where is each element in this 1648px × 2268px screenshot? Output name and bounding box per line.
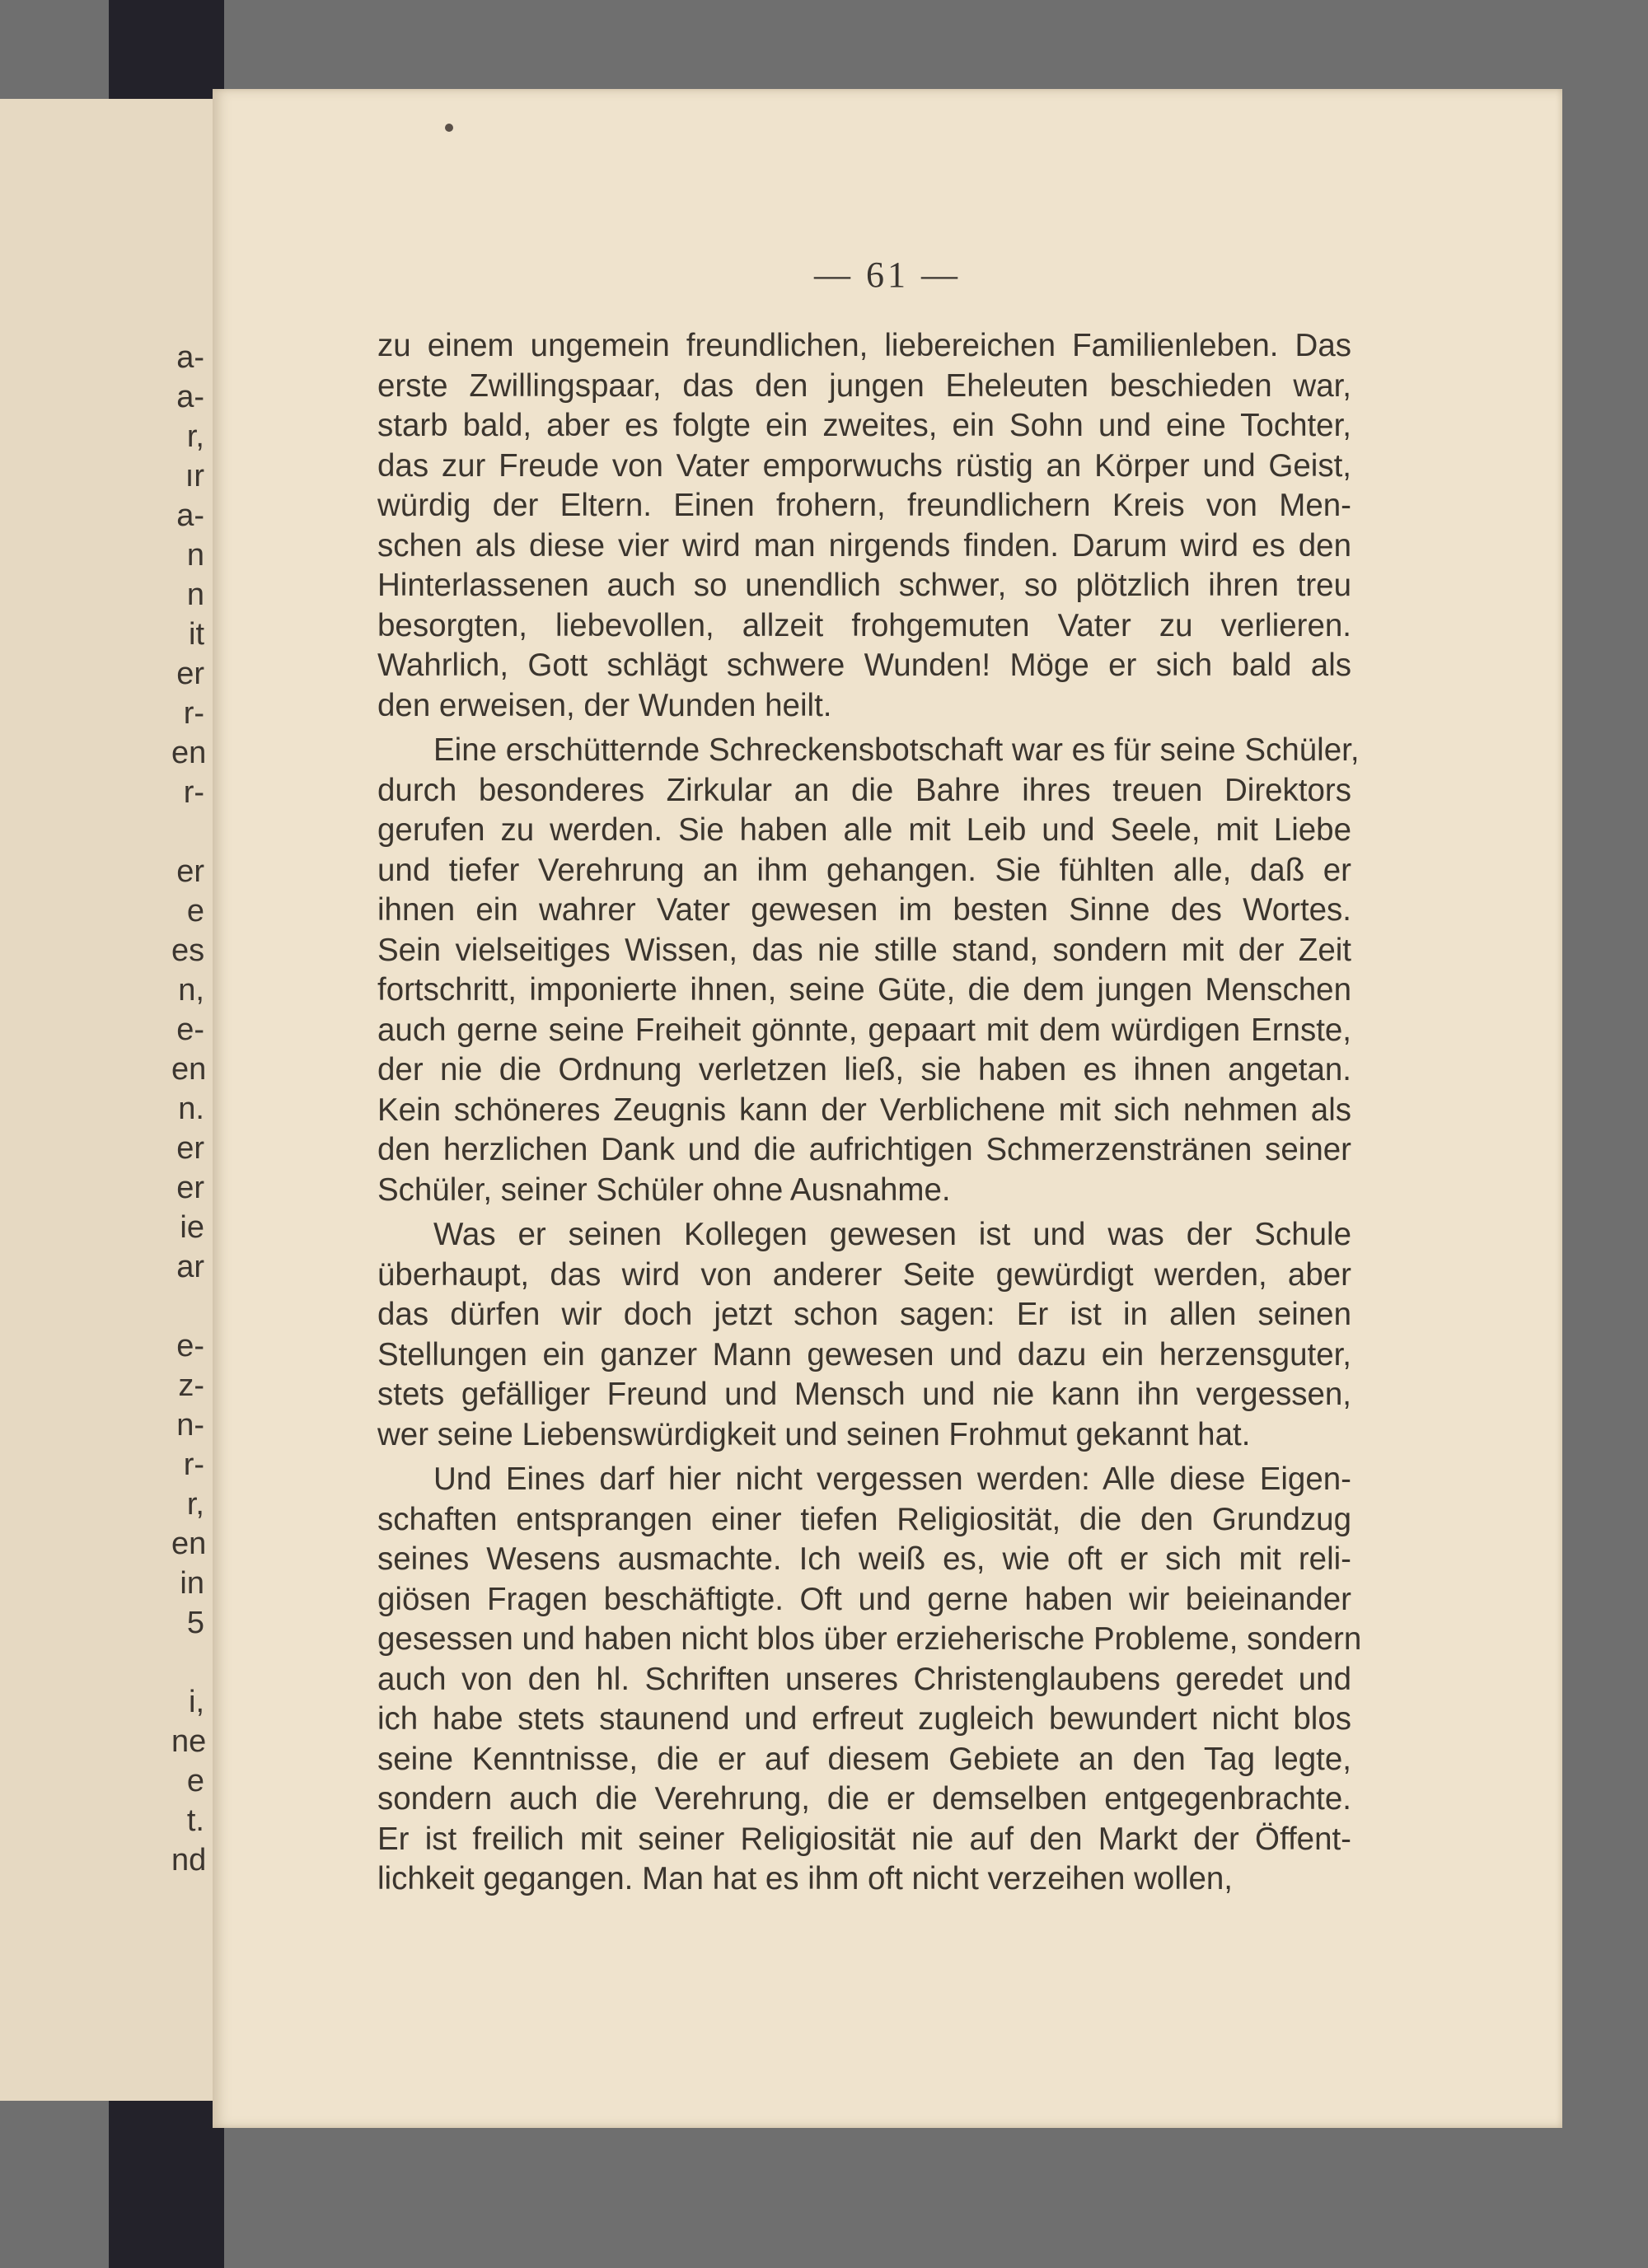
text-line: fortschritt, imponierte ihnen, seine Güte, die dem jungen Menschen bbox=[377, 972, 1351, 1008]
left-page-fragment: er bbox=[176, 657, 204, 691]
left-page-fragment: r- bbox=[183, 775, 204, 810]
left-page-fragment: in bbox=[180, 1566, 204, 1601]
left-page-fragment: es bbox=[171, 933, 205, 968]
text-line: erste Zwillingspaar, das den jungen Eheleuten beschieden war, bbox=[377, 367, 1351, 404]
text-line: Wahrlich, Gott schlägt schwere Wunden! Möge er sich bald als bbox=[377, 648, 1351, 683]
text-line: Schüler, seiner Schüler ohne Ausnahme. bbox=[377, 1171, 951, 1208]
text-line: Was er seinen Kollegen gewesen ist und was der Schule bbox=[433, 1217, 1351, 1252]
text-line: überhaupt, das wird von anderer Seite gewürdigt werden, aber bbox=[377, 1256, 1351, 1293]
left-page bbox=[0, 99, 213, 2101]
right-page bbox=[213, 89, 1562, 2128]
left-page-fragment: er bbox=[176, 854, 204, 889]
text-line: ich habe stets staunend und erfreut zugleich bewundert nicht blos bbox=[377, 1701, 1351, 1737]
text-line: sondern auch die Verehrung, die er demselben entgegenbrachte. bbox=[377, 1781, 1351, 1817]
left-page-fragment: a- bbox=[176, 380, 204, 414]
left-page-fragment: ar bbox=[176, 1250, 204, 1284]
left-page-fragment: e bbox=[186, 894, 204, 928]
left-page-fragment: n- bbox=[176, 1408, 204, 1443]
text-line: giösen Fragen beschäftigte. Oft und gerne haben wir beieinander bbox=[377, 1581, 1351, 1617]
left-page-fragment: e- bbox=[176, 1329, 204, 1363]
left-page-fragment: en bbox=[171, 1527, 207, 1561]
left-page-fragment: er bbox=[176, 1131, 204, 1166]
text-line: Hinterlassenen auch so unendlich schwer, so plötzlich ihren treu bbox=[377, 568, 1351, 603]
text-line: das zur Freude von Vater emporwuchs rüstig an Körper und Geist, bbox=[377, 447, 1351, 484]
text-line: stets gefälliger Freund und Mensch und nie kann ihn vergessen, bbox=[377, 1377, 1351, 1412]
text-line: Kein schöneres Zeugnis kann der Verblichene mit sich nehmen als bbox=[377, 1092, 1351, 1128]
text-line: Sein vielseitiges Wissen, das nie stille stand, sondern mit der Zeit bbox=[377, 932, 1351, 968]
left-page-fragment: it bbox=[189, 617, 204, 652]
left-page-fragment: a- bbox=[176, 340, 204, 375]
text-line: seine Kenntnisse, die er auf diesem Gebiete an den Tag legte, bbox=[377, 1741, 1351, 1777]
left-page-fragment: 5 bbox=[186, 1606, 204, 1640]
text-line: Und Eines darf hier nicht vergessen werden: Alle diese Eigen- bbox=[433, 1461, 1351, 1497]
text-line: den erweisen, der Wunden heilt. bbox=[377, 687, 832, 723]
text-line: Er ist freilich mit seiner Religiosität nie auf den Markt der Öffent- bbox=[377, 1821, 1351, 1857]
page-number: — 61 — bbox=[814, 255, 961, 295]
text-line: der nie die Ordnung verletzen ließ, sie haben es ihnen angetan. bbox=[377, 1052, 1351, 1087]
left-page-fragment: r- bbox=[183, 1447, 204, 1482]
left-page-fragment: en bbox=[171, 736, 207, 770]
left-page-fragment: r- bbox=[183, 696, 204, 731]
paragraph bbox=[377, 1215, 1351, 1455]
left-page-fragment: r, bbox=[186, 1487, 204, 1522]
text-line: besorgten, liebevollen, allzeit frohgemuten Vater zu verlieren. bbox=[377, 607, 1351, 643]
left-page-fragment: e bbox=[186, 1764, 204, 1798]
left-page-fragment: ne bbox=[171, 1724, 207, 1759]
left-page-fragment bbox=[171, 1287, 204, 1326]
left-page-fragment: n bbox=[186, 538, 204, 573]
text-line: auch von den hl. Schriften unseres Christenglaubens geredet und bbox=[377, 1661, 1351, 1697]
left-page-fragment: ie bbox=[180, 1210, 204, 1245]
left-page-fragment: ır bbox=[185, 459, 204, 493]
left-page-fragment: e- bbox=[176, 1012, 204, 1047]
left-page-fragment: t. bbox=[186, 1803, 204, 1838]
left-page-fragment: a- bbox=[176, 498, 204, 533]
paragraph bbox=[377, 1460, 1362, 1900]
paragraph bbox=[377, 731, 1360, 1210]
text-line: den herzlichen Dank und die aufrichtigen Schmerzenstränen seiner bbox=[377, 1132, 1351, 1167]
left-page-fragment bbox=[171, 1643, 204, 1682]
text-line: starb bald, aber es folgte ein zweites, ein Sohn und eine Tochter, bbox=[377, 408, 1351, 443]
text-line: auch gerne seine Freiheit gönnte, gepaart mit dem würdigen Ernste, bbox=[377, 1012, 1351, 1048]
text-line: würdig der Eltern. Einen frohern, freundlichern Kreis von Men- bbox=[377, 488, 1351, 523]
left-page-fragment: er bbox=[176, 1171, 204, 1205]
left-page-fragment: n. bbox=[178, 1092, 204, 1126]
text-line: schen als diese vier wird man nirgends finden. Darum wird es den bbox=[377, 527, 1351, 563]
left-page-fragment: r, bbox=[186, 419, 204, 454]
text-line: wer seine Liebenswürdigkeit und seinen Frohmut gekannt hat. bbox=[377, 1416, 1251, 1452]
left-page-fragment: n, bbox=[178, 973, 204, 1008]
text-line: Eine erschütternde Schreckensbotschaft war es für seine Schüler, bbox=[433, 732, 1360, 768]
left-page-fragment: nd bbox=[171, 1843, 207, 1878]
paragraph bbox=[377, 326, 1351, 726]
paper-speck bbox=[445, 124, 453, 132]
left-page-fragment bbox=[171, 812, 204, 852]
text-line: durch besonderes Zirkular an die Bahre ihres treuen Direktors bbox=[377, 772, 1351, 808]
left-page-fragment: en bbox=[171, 1052, 207, 1087]
text-line: ihnen ein wahrer Vater gewesen im besten Sinne des Wortes. bbox=[377, 892, 1351, 928]
text-line: gerufen zu werden. Sie haben alle mit Leib und Seele, mit Liebe bbox=[377, 812, 1351, 848]
text-line: Stellungen ein ganzer Mann gewesen und dazu ein herzensguter, bbox=[377, 1336, 1351, 1372]
text-line: das dürfen wir doch jetzt schon sagen: Er ist in allen seinen bbox=[377, 1297, 1351, 1332]
left-page-fragment: i, bbox=[189, 1685, 204, 1719]
text-line: schaften entsprangen einer tiefen Religiosität, die den Grundzug bbox=[377, 1501, 1351, 1537]
body-text bbox=[377, 326, 1362, 1905]
left-page-fragment: n bbox=[186, 578, 204, 612]
text-line: und tiefer Verehrung an ihm gehangen. Sie fühlten alle, daß er bbox=[377, 852, 1351, 888]
text-line: zu einem ungemein freundlichen, liebereichen Familienleben. Das bbox=[377, 328, 1351, 363]
text-line: seines Wesens ausmachte. Ich weiß es, wie oft er sich mit reli- bbox=[377, 1541, 1351, 1577]
text-line: lichkeit gegangen. Man hat es ihm oft nicht verzeihen wollen, bbox=[377, 1861, 1233, 1896]
text-line: gesessen und haben nicht blos über erzieherische Probleme, sondern bbox=[377, 1621, 1362, 1657]
left-page-text-fragments bbox=[171, 338, 207, 1880]
left-page-fragment: z- bbox=[178, 1368, 204, 1403]
